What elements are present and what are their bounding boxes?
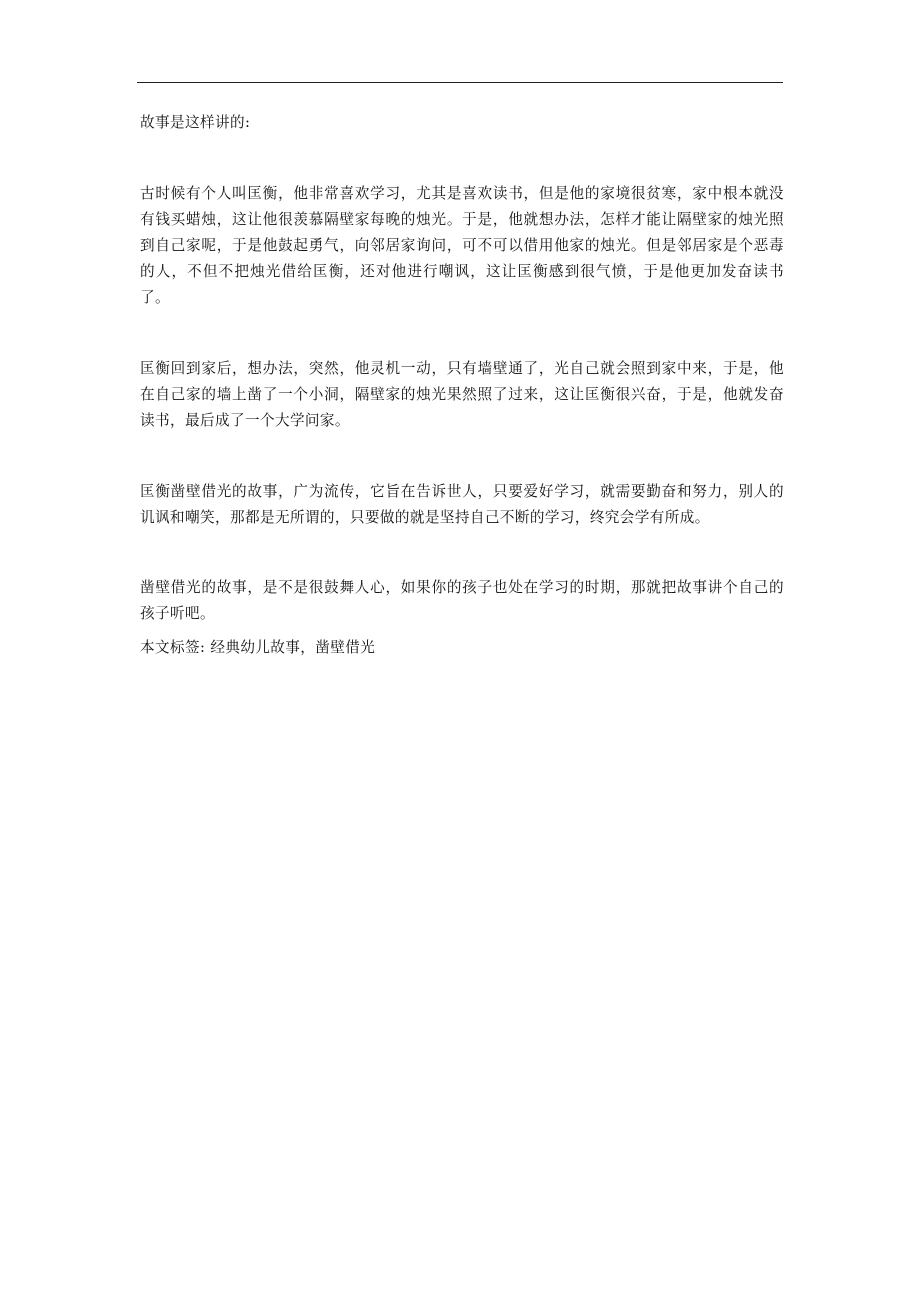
article-body [140, 110, 784, 661]
paragraph-2: 匡衡回到家后，想办法，突然，他灵机一动，只有墙壁通了，光自己就会照到家中来，于是，他在自己家的墙上凿了一个小洞，隔壁家的烛光果然照了过来，这让匡衡很兴奋，于是，他就发奋读书，最后成了一个大学问家。 [140, 360, 784, 429]
intro-line: 故事是这样讲的: [140, 114, 251, 131]
paragraph-4: 凿壁借光的故事，是不是很鼓舞人心，如果你的孩子也处在学习的时期，那就把故事讲个自己的孩子听吧。 [140, 579, 784, 622]
header-rule [137, 82, 783, 83]
paragraph-1: 古时候有个人叫匡衡，他非常喜欢学习，尤其是喜欢读书，但是他的家境很贫寒，家中根本就没有钱买蜡烛，这让他很羡慕隔壁家每晚的烛光。于是，他就想办法，怎样才能让隔壁家的烛光照到自己家呢，于是他鼓起勇气，向邻居家询问，可不可以借用他家的烛光。但是邻居家是个恶毒的人，不但不把烛光借给匡衡，还对他进行嘲讽，这让匡衡感到很气愤，于是他更加发奋读书了。 [140, 185, 784, 306]
article-tags: 本文标签: 经典幼儿故事，凿壁借光 [140, 639, 376, 656]
paragraph-3: 匡衡凿壁借光的故事，广为流传，它旨在告诉世人，只要爱好学习，就需要勤奋和努力，别人的讥讽和嘲笑，那都是无所谓的，只要做的就是坚持自己不断的学习，终究会学有所成。 [140, 483, 784, 526]
